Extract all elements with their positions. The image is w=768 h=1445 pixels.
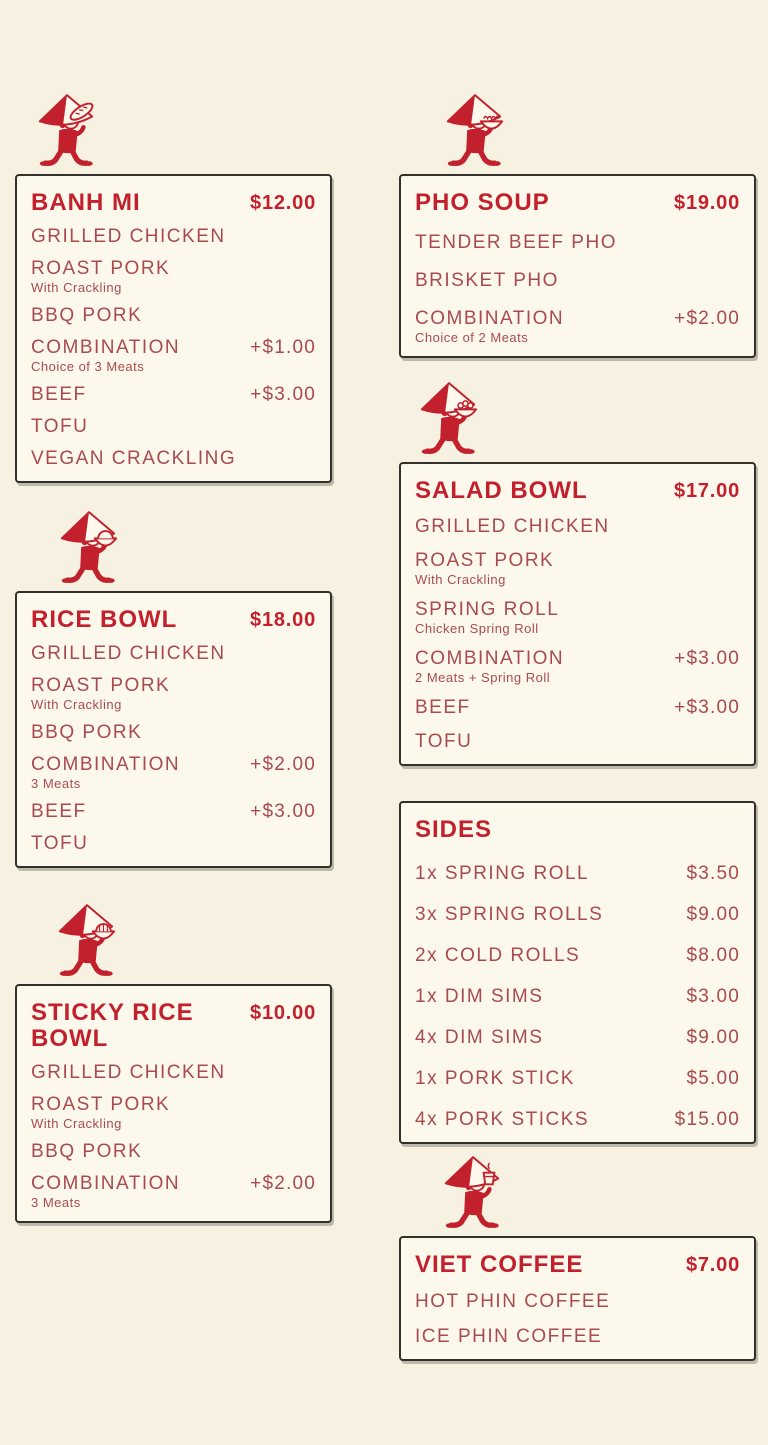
sticky-rice-walking-mascot-icon <box>53 902 332 984</box>
item-name: BEEF <box>31 801 87 823</box>
section-price: $18.00 <box>250 609 316 632</box>
item-name: GRILLED CHICKEN <box>31 226 226 248</box>
menu-item <box>31 1063 226 1083</box>
menu-item-row <box>415 946 740 966</box>
menu-item-row <box>415 551 740 586</box>
item-name: 4x DIM SIMS <box>415 1026 544 1048</box>
section-title: VIET COFFEE <box>415 1250 584 1278</box>
item-name: COMBINATION <box>415 648 565 670</box>
item-price: +$3.00 <box>674 648 740 670</box>
menu-item <box>415 233 617 253</box>
section-header <box>31 607 316 632</box>
menu-item <box>415 1069 575 1089</box>
menu-item-row <box>31 1063 316 1083</box>
menu-item-row <box>415 309 740 344</box>
menu-column-right <box>399 0 756 1361</box>
menu-item-row <box>31 755 316 790</box>
item-name: 1x PORK STICK <box>415 1067 575 1089</box>
menu-item-row <box>415 233 740 253</box>
menu-item <box>31 449 236 469</box>
menu-item-row <box>415 1069 740 1089</box>
menu-item-row <box>31 227 316 247</box>
item-price: +$2.00 <box>674 308 740 330</box>
item-name: 4x PORK STICKS <box>415 1108 590 1130</box>
section-header <box>415 478 740 503</box>
section-header <box>415 1252 740 1277</box>
menu-item-row <box>415 271 740 291</box>
item-price: +$3.00 <box>250 384 316 406</box>
menu-item-row <box>415 517 740 537</box>
item-subtext: 3 Meats <box>31 776 81 792</box>
section-price: $12.00 <box>250 192 316 214</box>
menu-item-row <box>31 1142 316 1162</box>
item-name: 1x SPRING ROLL <box>415 862 590 884</box>
item-subtext: With Crackling <box>415 572 506 588</box>
menu-item <box>415 905 603 925</box>
menu-item-row <box>415 649 740 684</box>
menu-column-left <box>15 0 332 1223</box>
item-name: TOFU <box>31 416 89 438</box>
item-subtext: Choice of 2 Meats <box>415 330 529 346</box>
menu-item-row <box>31 802 316 822</box>
menu-item <box>31 259 170 294</box>
menu-item-row <box>31 306 316 326</box>
item-price: $3.00 <box>686 985 740 1007</box>
menu-item-row <box>415 1327 740 1347</box>
item-name: 3x SPRING ROLLS <box>415 903 604 925</box>
menu-item <box>415 987 543 1007</box>
section-header <box>31 1000 316 1050</box>
item-name: 1x DIM SIMS <box>415 985 544 1007</box>
item-name: ROAST PORK <box>31 675 171 697</box>
item-name: GRILLED CHICKEN <box>415 516 610 538</box>
menu-item-row <box>415 1110 740 1130</box>
menu-item <box>415 271 559 291</box>
item-subtext: With Crackling <box>31 280 122 296</box>
menu-section-sides <box>399 801 756 1143</box>
menu-section-rice-bowl <box>15 591 332 868</box>
item-price: $9.00 <box>686 1026 740 1048</box>
menu-item <box>31 644 226 664</box>
menu-item <box>31 723 142 743</box>
menu-item <box>415 1292 610 1312</box>
item-subtext: 2 Meats + Spring Roll <box>415 670 551 686</box>
section-header <box>415 190 740 215</box>
item-name: BBQ PORK <box>31 722 143 744</box>
menu-item-row <box>415 905 740 925</box>
menu-item-row <box>31 449 316 469</box>
item-price: +$1.00 <box>250 337 316 359</box>
menu-item-row <box>415 1292 740 1312</box>
pho-walking-mascot-icon <box>441 92 756 174</box>
menu-item <box>415 1327 602 1347</box>
section-price: $7.00 <box>685 1253 740 1276</box>
menu-item-row <box>31 338 316 373</box>
rice-bowl-walking-mascot-icon <box>55 509 332 591</box>
item-name: GRILLED CHICKEN <box>31 1061 226 1083</box>
menu-item-row <box>415 600 740 635</box>
menu-item-row <box>31 417 316 437</box>
menu-item-row <box>31 259 316 294</box>
item-price: $5.00 <box>686 1067 740 1089</box>
item-name: ROAST PORK <box>31 258 171 280</box>
menu-item-row <box>31 676 316 711</box>
item-price: +$2.00 <box>250 754 316 776</box>
item-name: TENDER BEEF PHO <box>415 232 617 254</box>
item-name: COMBINATION <box>415 308 565 330</box>
item-price: +$3.00 <box>674 697 740 719</box>
item-name: BEEF <box>415 697 471 719</box>
item-name: BEEF <box>31 384 87 406</box>
menu-item <box>31 676 170 711</box>
menu-item <box>415 1110 589 1130</box>
item-name: BBQ PORK <box>31 1140 143 1162</box>
menu-item-row <box>31 834 316 854</box>
section-title: SIDES <box>415 816 493 844</box>
menu-item <box>415 864 589 884</box>
menu-item-row <box>415 732 740 752</box>
section-title: RICE BOWL <box>31 606 178 634</box>
menu-item <box>31 385 87 405</box>
section-price: $19.00 <box>674 192 740 214</box>
menu-item-row <box>31 723 316 743</box>
menu-item-row <box>415 864 740 884</box>
menu-item-row <box>415 987 740 1007</box>
item-subtext: With Crackling <box>31 1115 122 1131</box>
menu-item <box>31 1174 180 1209</box>
item-price: $8.00 <box>686 944 740 966</box>
menu-item <box>415 1028 543 1048</box>
item-name: TOFU <box>31 833 89 855</box>
item-subtext: Chicken Spring Roll <box>415 621 539 637</box>
section-title: SALAD BOWL <box>415 477 588 505</box>
item-name: TOFU <box>415 731 473 753</box>
item-price: +$3.00 <box>250 801 316 823</box>
menu-item-row <box>415 1028 740 1048</box>
menu-item <box>31 802 87 822</box>
item-name: COMBINATION <box>31 1172 181 1194</box>
menu-item-row <box>31 644 316 664</box>
section-price: $17.00 <box>674 480 740 503</box>
item-subtext: With Crackling <box>31 697 122 713</box>
coffee-walking-mascot-icon <box>439 1154 756 1236</box>
menu-item <box>31 417 88 437</box>
menu-item <box>31 338 180 373</box>
menu-item <box>31 306 142 326</box>
item-subtext: 3 Meats <box>31 1194 81 1210</box>
section-header <box>31 190 316 215</box>
item-name: ROAST PORK <box>415 550 555 572</box>
section-title: PHO SOUP <box>415 189 550 216</box>
item-name: ROAST PORK <box>31 1093 171 1115</box>
menu-item <box>31 755 180 790</box>
item-name: 2x COLD ROLLS <box>415 944 581 966</box>
menu-item-row <box>31 1095 316 1130</box>
item-name: VEGAN CRACKLING <box>31 448 237 470</box>
menu-section-pho-soup <box>399 174 756 358</box>
item-name: HOT PHIN COFFEE <box>415 1290 611 1312</box>
section-header <box>415 817 740 842</box>
item-name: ICE PHIN COFFEE <box>415 1325 603 1347</box>
item-name: GRILLED CHICKEN <box>31 643 226 665</box>
salad-walking-mascot-icon <box>415 380 756 462</box>
menu-section-banh-mi <box>15 174 332 483</box>
menu-item <box>31 1142 142 1162</box>
section-title: STICKY RICE BOWL <box>31 999 194 1052</box>
menu-item <box>415 309 564 344</box>
menu-item <box>31 1095 170 1130</box>
menu-item <box>415 517 610 537</box>
item-name: BRISKET PHO <box>415 270 559 292</box>
menu-item <box>31 227 226 247</box>
item-price: $3.50 <box>686 862 740 884</box>
menu-item-row <box>31 1174 316 1209</box>
menu-section-viet-coffee <box>399 1236 756 1361</box>
menu-item <box>31 834 88 854</box>
menu-item <box>415 649 564 684</box>
menu-item-row <box>31 385 316 405</box>
item-name: SPRING ROLL <box>415 599 560 621</box>
menu-item <box>415 600 559 635</box>
item-name: COMBINATION <box>31 754 181 776</box>
item-price: $9.00 <box>686 903 740 925</box>
item-name: COMBINATION <box>31 337 181 359</box>
menu-item <box>415 551 554 586</box>
menu-item <box>415 732 472 752</box>
menu-item-row <box>415 698 740 718</box>
item-price: $15.00 <box>674 1108 740 1130</box>
banh-mi-walking-mascot-icon <box>33 92 332 174</box>
item-name: BBQ PORK <box>31 305 143 327</box>
section-title: BANH MI <box>31 189 141 216</box>
menu-section-salad-bowl <box>399 462 756 766</box>
menu-item <box>415 698 471 718</box>
item-subtext: Choice of 3 Meats <box>31 359 145 375</box>
item-price: +$2.00 <box>250 1172 316 1194</box>
menu-item <box>415 946 580 966</box>
menu-section-sticky-rice-bowl <box>15 984 332 1222</box>
section-price: $10.00 <box>250 1002 316 1025</box>
